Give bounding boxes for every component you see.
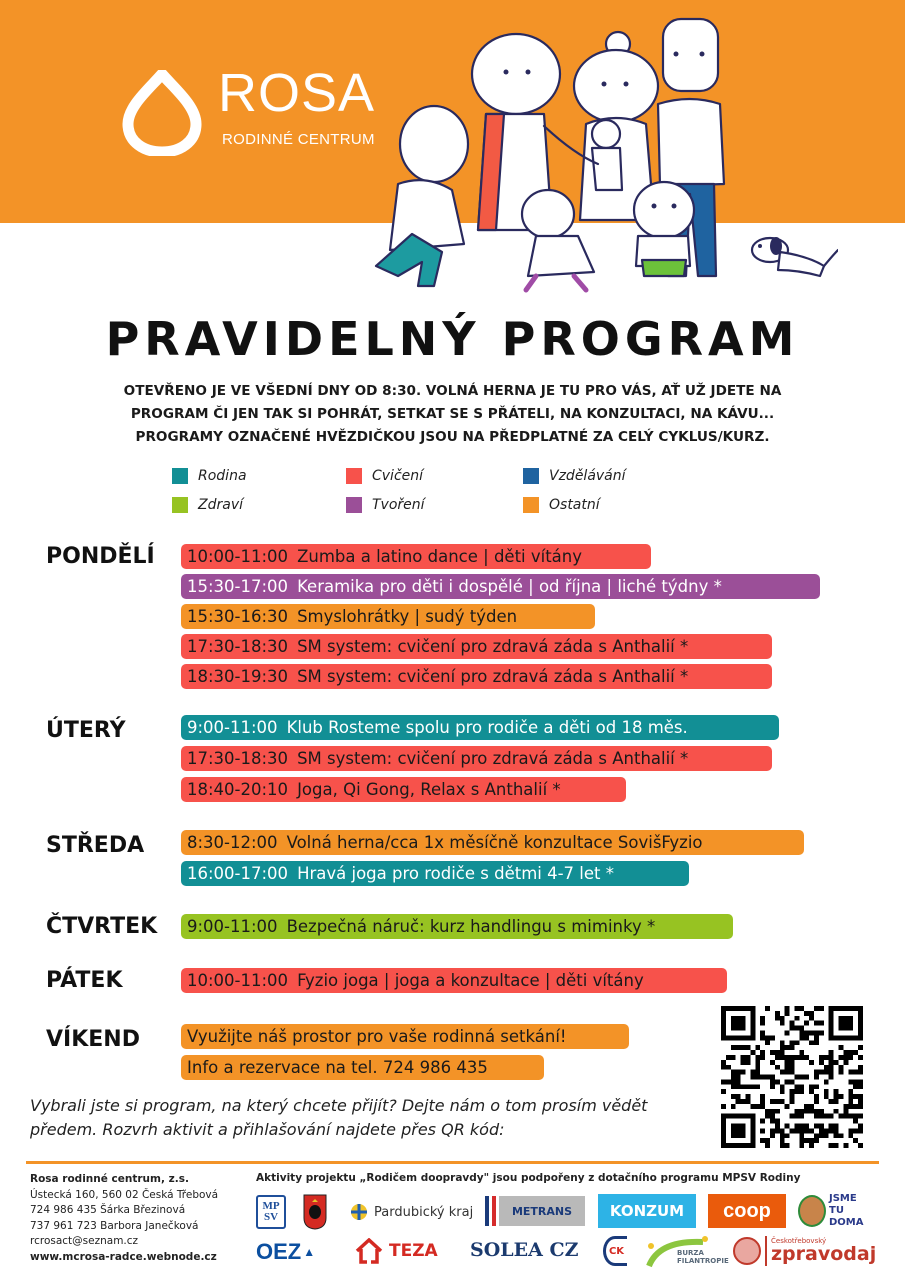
triangle-icon: ▲: [303, 1245, 316, 1259]
day-label-utery: ÚTERÝ: [46, 718, 126, 743]
legend-item-tvoreni: [346, 495, 425, 515]
day-label-ctvrtek: ČTVRTEK: [46, 914, 158, 939]
logo-label: coop: [723, 1199, 771, 1222]
logo-pardubicky-kraj: [350, 1200, 473, 1224]
sponsor-note: Aktivity projektu „Rodičem doopravdy" jsou podpořeny z dotačního programu MPSV Rodiny: [256, 1172, 801, 1184]
address: Ústecká 160, 560 02 Česká Třebová: [30, 1188, 219, 1201]
seal-icon: [733, 1237, 761, 1265]
footer-divider: [26, 1161, 879, 1164]
intro-line: PROGRAM ČI JEN TAK SI POHRÁT, SETKAT SE S PŘÁTELI, NA KONZULTACI, NA KÁVU...: [130, 406, 775, 422]
legend-swatch: [346, 468, 362, 484]
logo-metrans: [485, 1196, 585, 1226]
category-legend: [172, 466, 692, 522]
logo-label: METRANS: [499, 1196, 585, 1226]
logo-burza-filantropie: [645, 1236, 729, 1268]
logo-zpravodaj: [733, 1234, 881, 1268]
logo-label: KONZUM: [609, 1202, 685, 1220]
legend-label: Tvoření: [372, 497, 425, 513]
contact-info: [30, 1172, 250, 1265]
day-label-patek: PÁTEK: [46, 968, 123, 993]
phone-2: 737 961 723 Barbora Janečková: [30, 1219, 199, 1232]
page-title: PRAVIDELNÝ PROGRAM: [105, 312, 800, 366]
day-label-vikend: VÍKEND: [46, 1027, 140, 1052]
brand-name: ROSA: [218, 63, 376, 123]
program-item: 10:00-11:00 Zumba a latino dance | děti vítány: [181, 544, 651, 569]
program-item: 18:40-20:10 Joga, Qi Gong, Relax s Anthalií *: [181, 777, 626, 802]
program-item: 9:00-11:00 Klub Rosteme spolu pro rodiče a děti od 18 měs.: [181, 715, 779, 740]
day-label-pondeli: PONDĚLÍ: [46, 544, 155, 569]
legend-swatch: [523, 468, 539, 484]
logo-label: Pardubický kraj: [374, 1204, 474, 1220]
program-item: Využijte náš prostor pro vaše rodinná setkání!: [181, 1024, 629, 1049]
rosa-logo: [122, 63, 392, 158]
logo-konzum: [598, 1194, 696, 1228]
legend-label: Vzdělávání: [549, 468, 626, 484]
legend-item-rodina: [172, 466, 247, 486]
logo-label: MP SV: [262, 1200, 280, 1223]
logo-sublabel: Českotřebovský: [771, 1237, 827, 1245]
intro-text: [40, 380, 865, 449]
website-link[interactable]: www.mcrosa-radce.webnode.cz: [30, 1250, 217, 1263]
logo-label: zpravodaj: [771, 1243, 877, 1265]
logo-oez: [256, 1238, 315, 1266]
program-item: 17:30-18:30 SM system: cvičení pro zdravá záda s Anthalií *: [181, 634, 772, 659]
program-item: 18:30-19:30 SM system: cvičení pro zdravá záda s Anthalií *: [181, 664, 772, 689]
logo-label: TEZA: [389, 1241, 438, 1261]
legend-swatch: [523, 497, 539, 513]
intro-line: OTEVŘENO JE VE VŠEDNÍ DNY OD 8:30. VOLNÁ HERNA JE TU PRO VÁS, AŤ UŽ JDETE NA: [123, 383, 782, 399]
program-item: 15:30-16:30 Smyslohrátky | sudý týden: [181, 604, 595, 629]
qr-code-icon[interactable]: [721, 1006, 863, 1148]
org-name: Rosa rodinné centrum, z.s.: [30, 1173, 189, 1185]
logo-coop: [708, 1194, 786, 1228]
legend-swatch: [346, 497, 362, 513]
logo-label: CK: [608, 1245, 625, 1257]
legend-item-cviceni: [346, 466, 423, 486]
family-illustration: [368, 14, 838, 294]
header-banner: [0, 0, 905, 223]
coat-of-arms-icon: [303, 1194, 327, 1230]
logo-label: OEZ: [256, 1239, 302, 1264]
logo-mpsv: [256, 1195, 286, 1229]
legend-label: Rodina: [198, 468, 247, 484]
program-item: 9:00-11:00 Bezpečná náruč: kurz handlingu s miminky *: [181, 914, 733, 939]
program-item: 8:30-12:00 Volná herna/cca 1x měsíčně konzultace SovišFyzio: [181, 830, 804, 855]
logo-solea: [470, 1236, 578, 1264]
legend-label: Ostatní: [549, 497, 600, 513]
legend-item-ostatni: [523, 495, 600, 515]
brand-subtitle: RODINNÉ CENTRUM: [222, 131, 375, 148]
legend-item-zdravi: [172, 495, 243, 515]
handshake-icon: [798, 1195, 826, 1227]
logo-jsme-tu-doma: [798, 1194, 880, 1228]
program-item: Info a rezervace na tel. 724 986 435: [181, 1055, 544, 1080]
legend-swatch: [172, 468, 188, 484]
logo-label: JSME TU DOMA: [829, 1193, 864, 1228]
legend-swatch: [172, 497, 188, 513]
program-item: 15:30-17:00 Keramika pro děti i dospělé | od října | liché týdny *: [181, 574, 820, 599]
legend-item-vzdelavani: [523, 466, 626, 486]
logo-ck: [603, 1236, 627, 1266]
legend-label: Zdraví: [198, 497, 243, 513]
phone-1: 724 986 435 Šárka Březinová: [30, 1204, 186, 1216]
intro-line: PROGRAMY OZNAČENÉ HVĚZDIČKOU JSOU NA PŘEDPLATNÉ ZA CELÝ CYKLUS/KURZ.: [135, 429, 770, 445]
legend-label: Cvičení: [372, 468, 424, 484]
qr-note: Vybrali jste si program, na který chcete přijít? Dejte nám o tom prosím vědět předem. Rozvrh aktivit a přihlašování najdete přes QR kód:: [30, 1096, 648, 1139]
program-item: 16:00-17:00 Hravá joga pro rodiče s dětmi 4-7 let *: [181, 861, 689, 886]
drop-icon: [122, 70, 202, 156]
program-item: 10:00-11:00 Fyzio joga | joga a konzultace | děti vítány: [181, 968, 727, 993]
day-label-streda: STŘEDA: [46, 833, 145, 858]
email-link[interactable]: rcrosact@seznam.cz: [30, 1235, 139, 1247]
logo-teza: [355, 1236, 438, 1266]
house-icon: [355, 1238, 383, 1264]
logo-label: SOLEA CZ: [470, 1239, 579, 1261]
logo-label: BURZA FILANTROPIE: [677, 1249, 729, 1265]
program-item: 17:30-18:30 SM system: cvičení pro zdravá záda s Anthalií *: [181, 746, 772, 771]
pardubice-cross-icon: [350, 1203, 368, 1221]
